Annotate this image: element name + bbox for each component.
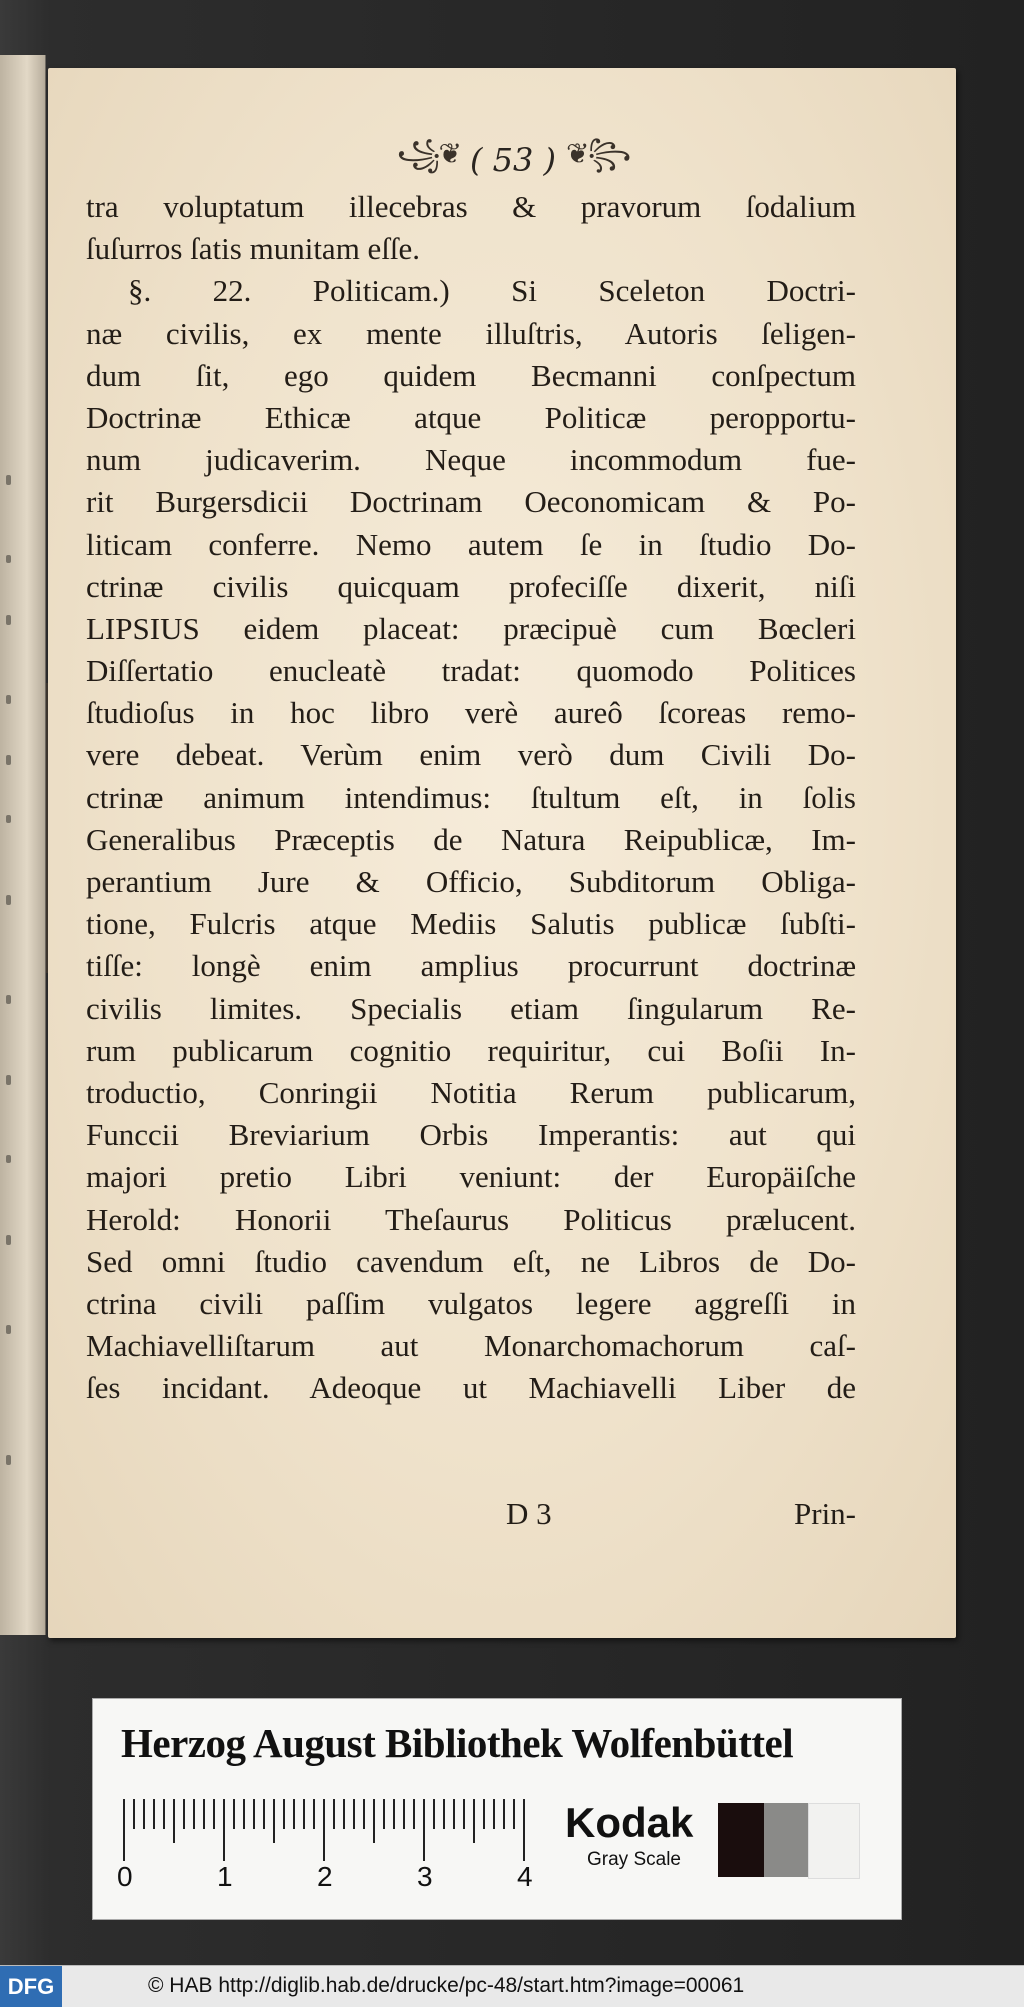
ruler — [117, 1799, 533, 1909]
text-line: Doctrinæ Ethicæ atque Politicæ peropportu- — [86, 399, 856, 435]
text-line: troductio, Conringii Notitia Rerum publicarum, — [86, 1074, 856, 1110]
text-line: tione, Fulcris atque Mediis Salutis publicæ ſubſti- — [86, 906, 856, 942]
page-text — [86, 186, 856, 1409]
text-line: dum ſit, ego quidem Becmanni conſpectum — [86, 357, 856, 393]
text-line: ſuſurros ſatis munitam eſſe. — [86, 231, 421, 267]
ruler-number: 0 — [117, 1861, 133, 1892]
text-line: vere debeat. Verùm enim verò dum Civili Do- — [86, 737, 856, 773]
text-line: rit Burgersdicii Doctrinam Oeconomicam & Po- — [86, 484, 856, 520]
text-line: rum publicarum cognitio requiritur, cui Boſii In- — [86, 1032, 856, 1068]
text-line: Generalibus Præceptis de Natura Reipublicæ, Im- — [86, 821, 856, 857]
footer-bar — [0, 1965, 1024, 2007]
text-line: Herold: Honorii Theſaurus Politicus prælucent. — [86, 1201, 856, 1237]
text-line: tiſſe: longè enim amplius procurrunt doctrinæ — [86, 948, 856, 984]
text-line: ctrinæ animum intendimus: ſtultum eſt, in ſolis — [86, 779, 856, 815]
text-line: Sed omni ſtudio cavendum eſt, ne Libros de Do- — [86, 1243, 856, 1279]
text-line: civilis limites. Specialis etiam ſingularum Re- — [86, 990, 856, 1026]
ornament-left: ꧁❦ — [396, 136, 460, 170]
copyright-credit: © HAB http://diglib.hab.de/drucke/pc-48/start.htm?image=00061 — [148, 1974, 745, 1997]
text-line: ſtudioſus in hoc libro verè aureô ſcoreas remo- — [86, 695, 856, 731]
page-header — [378, 138, 648, 182]
gray-swatch-light — [808, 1803, 860, 1879]
text-line: næ civilis, ex mente illuſtris, Autoris ſeligen- — [86, 315, 856, 351]
color-target — [92, 1698, 902, 1920]
library-name: Herzog August Bibliothek Wolfenbüttel — [121, 1720, 794, 1766]
ornament-right: ❦꧂ — [566, 136, 630, 170]
text-line: liticam conferre. Nemo autem ſe in ſtudio Do- — [86, 526, 856, 562]
text-line: LIPSIUS eidem placeat: præcipuè cum Bœcleri — [86, 610, 856, 646]
text-line: Machiavelliſtarum aut Monarchomachorum caſ- — [86, 1328, 856, 1364]
text-line: ctrina civili paſſim vulgatos legere aggreſſi in — [86, 1285, 856, 1321]
text-line: Diſſertatio enucleatè tradat: quomodo Politices — [86, 653, 856, 689]
text-line: majori pretio Libri veniunt: der Europäiſche — [86, 1159, 856, 1195]
signature-mark: D 3 — [506, 1496, 552, 1531]
gray-swatch-dark — [718, 1803, 764, 1877]
gray-swatch-mid — [764, 1803, 808, 1877]
dfg-logo: DFG — [0, 1966, 62, 2007]
text-line: §. 22. Politicam.) Si Sceleton Doctri- — [128, 273, 856, 309]
text-line: tra voluptatum illecebras & pravorum ſodalium — [86, 189, 856, 224]
book-page — [48, 68, 956, 1638]
catchword: Prin- — [794, 1496, 856, 1531]
kodak-label: Kodak — [565, 1799, 694, 1846]
margin-line-mark — [46, 683, 48, 973]
grayscale-label: Gray Scale — [587, 1849, 681, 1870]
ruler-number: 4 — [517, 1861, 533, 1892]
text-line: ſes incidant. Adeoque ut Machiavelli Liber de — [86, 1370, 856, 1406]
ruler-number: 3 — [417, 1861, 433, 1892]
page-number: ( 53 ) — [469, 141, 557, 179]
text-line: num judicaverim. Neque incommodum fue- — [86, 442, 856, 478]
text-line: Funccii Breviarium Orbis Imperantis: aut qui — [86, 1117, 856, 1153]
facing-page-edge — [0, 55, 46, 1635]
text-line: perantium Jure & Officio, Subditorum Obliga- — [86, 864, 856, 899]
ruler-number: 1 — [217, 1861, 233, 1892]
ruler-number: 2 — [317, 1861, 333, 1892]
text-line: ctrinæ civilis quicquam profeciſſe dixerit, niſi — [86, 568, 856, 604]
page-footer — [86, 1496, 856, 1540]
